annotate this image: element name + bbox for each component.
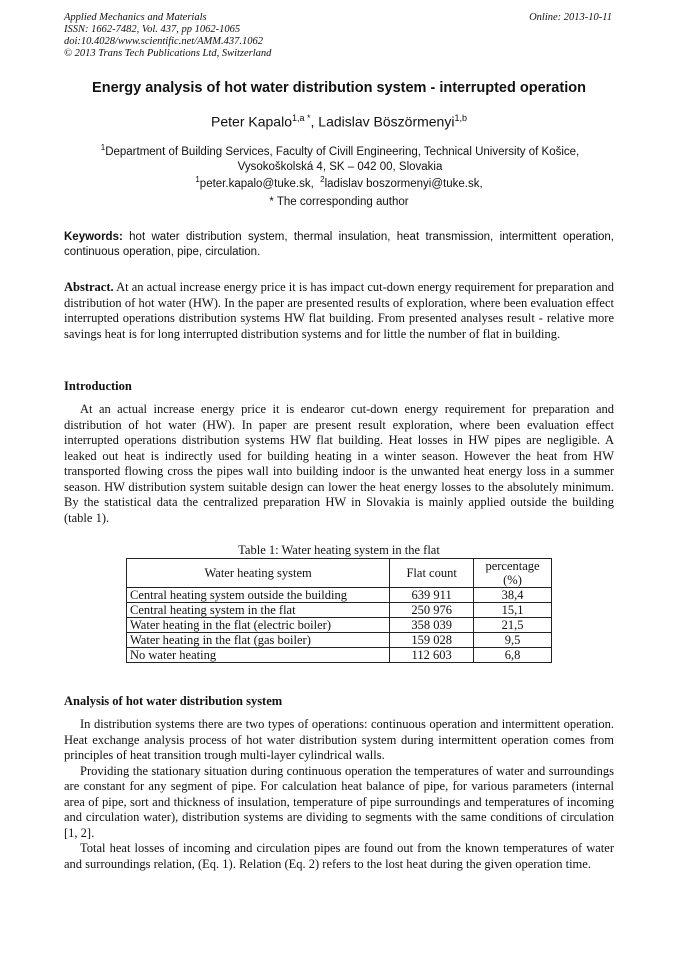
table-cell: Central heating system outside the building (127, 588, 390, 603)
journal-issn: ISSN: 1662-7482, Vol. 437, pp 1062-1065 (64, 24, 241, 35)
table-cell: 38,4 (474, 588, 552, 603)
abstract-text: At an actual increase energy price it is has impact cut-down energy requirement for preparation and distribution of hot water (HW). In the paper are presented results of exploration, where been evaluation effect interrupted operations distribution systems HW flat building. From presented analyses result - relative more savings heat is for long interrupted distribution systems and for little the number of flat in building. (64, 280, 614, 341)
table-header-cell: Flat count (390, 559, 474, 588)
keywords-label: Keywords: (64, 231, 123, 243)
email-link[interactable]: peter.kapalo@tuke.sk, (199, 177, 314, 190)
paragraph: In distribution systems there are two types of operations: continuous operation and intermittent operation. Heat exchange analysis process of hot water distribution system during intermittent operation comes from principles of heat transition trough multi-layer cylindrical walls. (64, 717, 614, 762)
table-row (127, 648, 552, 663)
section-heading: Analysis of hot water distribution system (64, 694, 283, 708)
paper-title: Energy analysis of hot water distribution system - interrupted operation (92, 80, 586, 96)
affiliation-superscript: 1 (100, 143, 106, 152)
affiliation (70, 140, 610, 175)
table-cell: No water heating (127, 648, 390, 663)
author-superscript: 1,a * (291, 113, 311, 123)
table-row (127, 618, 552, 633)
author-line (40, 113, 638, 130)
email-line (40, 175, 638, 190)
table-row (127, 588, 552, 603)
journal-header (64, 12, 271, 60)
table-cell: Water heating in the flat (gas boiler) (127, 633, 390, 648)
analysis-body (64, 717, 614, 872)
table-cell: 6,8 (474, 648, 552, 663)
table-cell: 9,5 (474, 633, 552, 648)
table-cell: 250 976 (390, 603, 474, 618)
affiliation-line: Vysokoškolská 4, SK – 042 00, Slovakia (237, 160, 443, 173)
data-table (126, 558, 552, 663)
table-row (127, 603, 552, 618)
abstract (64, 280, 614, 342)
journal-doi: doi:10.4028/www.scientific.net/AMM.437.1062 (64, 36, 263, 47)
email-superscript: 1 (195, 175, 200, 184)
table-header-cell: Water heating system (127, 559, 390, 588)
paragraph: At an actual increase energy price it is endearor cut-down energy requirement for preparation and distribution of hot water (HW). In paper are present result exploration, where been evaluation effect interrupted operations distribution systems HW flat building. Heat losses in HW pipes are negligible. A leaked out heat is indirectly used for building heating in a winter season. However the heat from HW transported flowing cross the pipes wall into building indoor is the unwanted heat energy loss in a summer season. HW distribution system suitable design can lower the heat energy losses to the absolutely minimum. By the statistical data the centralized preparation HW in Slovakia is mainly applied outside the building (table 1). (64, 402, 614, 525)
table-row (127, 633, 552, 648)
journal-name: Applied Mechanics and Materials (64, 12, 207, 23)
table-cell: 639 911 (390, 588, 474, 603)
table-cell: 21,5 (474, 618, 552, 633)
table-cell: Water heating in the flat (electric boiler) (127, 618, 390, 633)
author-separator: , (310, 113, 319, 130)
journal-copyright: © 2013 Trans Tech Publications Ltd, Switzerland (64, 48, 272, 59)
corresponding-author-note: * The corresponding author (269, 196, 409, 208)
online-date: Online: 2013-10-11 (529, 12, 612, 23)
section-heading: Introduction (64, 379, 132, 393)
email-superscript: 2 (320, 175, 325, 184)
introduction-body (64, 402, 614, 526)
keywords-text: hot water distribution system, thermal insulation, heat transmission, intermittent operation, continuous operation, pipe, circulation. (64, 231, 614, 258)
paragraph: Providing the stationary situation during continuous operation the temperatures of water and surroundings are constant for any segment of pipe. For calculation heat balance of pipe, for various parameters (internal area of pipe, sort and thickness of insulation, temperature of pipe surroundings and temperatures of incoming and circulation water), distribution systems are dividing to segments with the same conditions of circulation [1, 2]. (64, 763, 614, 840)
email-link[interactable]: ladislav boszormenyi@tuke.sk, (324, 177, 483, 190)
table-caption: Table 1: Water heating system in the flat (238, 543, 440, 557)
author-superscript: 1,b (454, 113, 467, 123)
table-cell: 15,1 (474, 603, 552, 618)
affiliation-line: Department of Building Services, Faculty of Civill Engineering, Technical University of Košice, (105, 145, 580, 158)
table-cell: 358 039 (390, 618, 474, 633)
table-header-row (127, 559, 552, 588)
author-name: Ladislav Böszörmenyi (318, 113, 455, 130)
table-cell: Central heating system in the flat (127, 603, 390, 618)
author-name: Peter Kapalo (211, 113, 292, 130)
keywords (64, 230, 614, 260)
paragraph: Total heat losses of incoming and circulation pipes are found out from the known temperatures of water and surroundings relation, (Eq. 1). Relation (Eq. 2) refers to the lost heat during the given operation time. (64, 841, 614, 871)
table-header-cell: percentage (%) (474, 559, 552, 588)
table-cell: 159 028 (390, 633, 474, 648)
abstract-label: Abstract. (64, 280, 114, 294)
table-cell: 112 603 (390, 648, 474, 663)
